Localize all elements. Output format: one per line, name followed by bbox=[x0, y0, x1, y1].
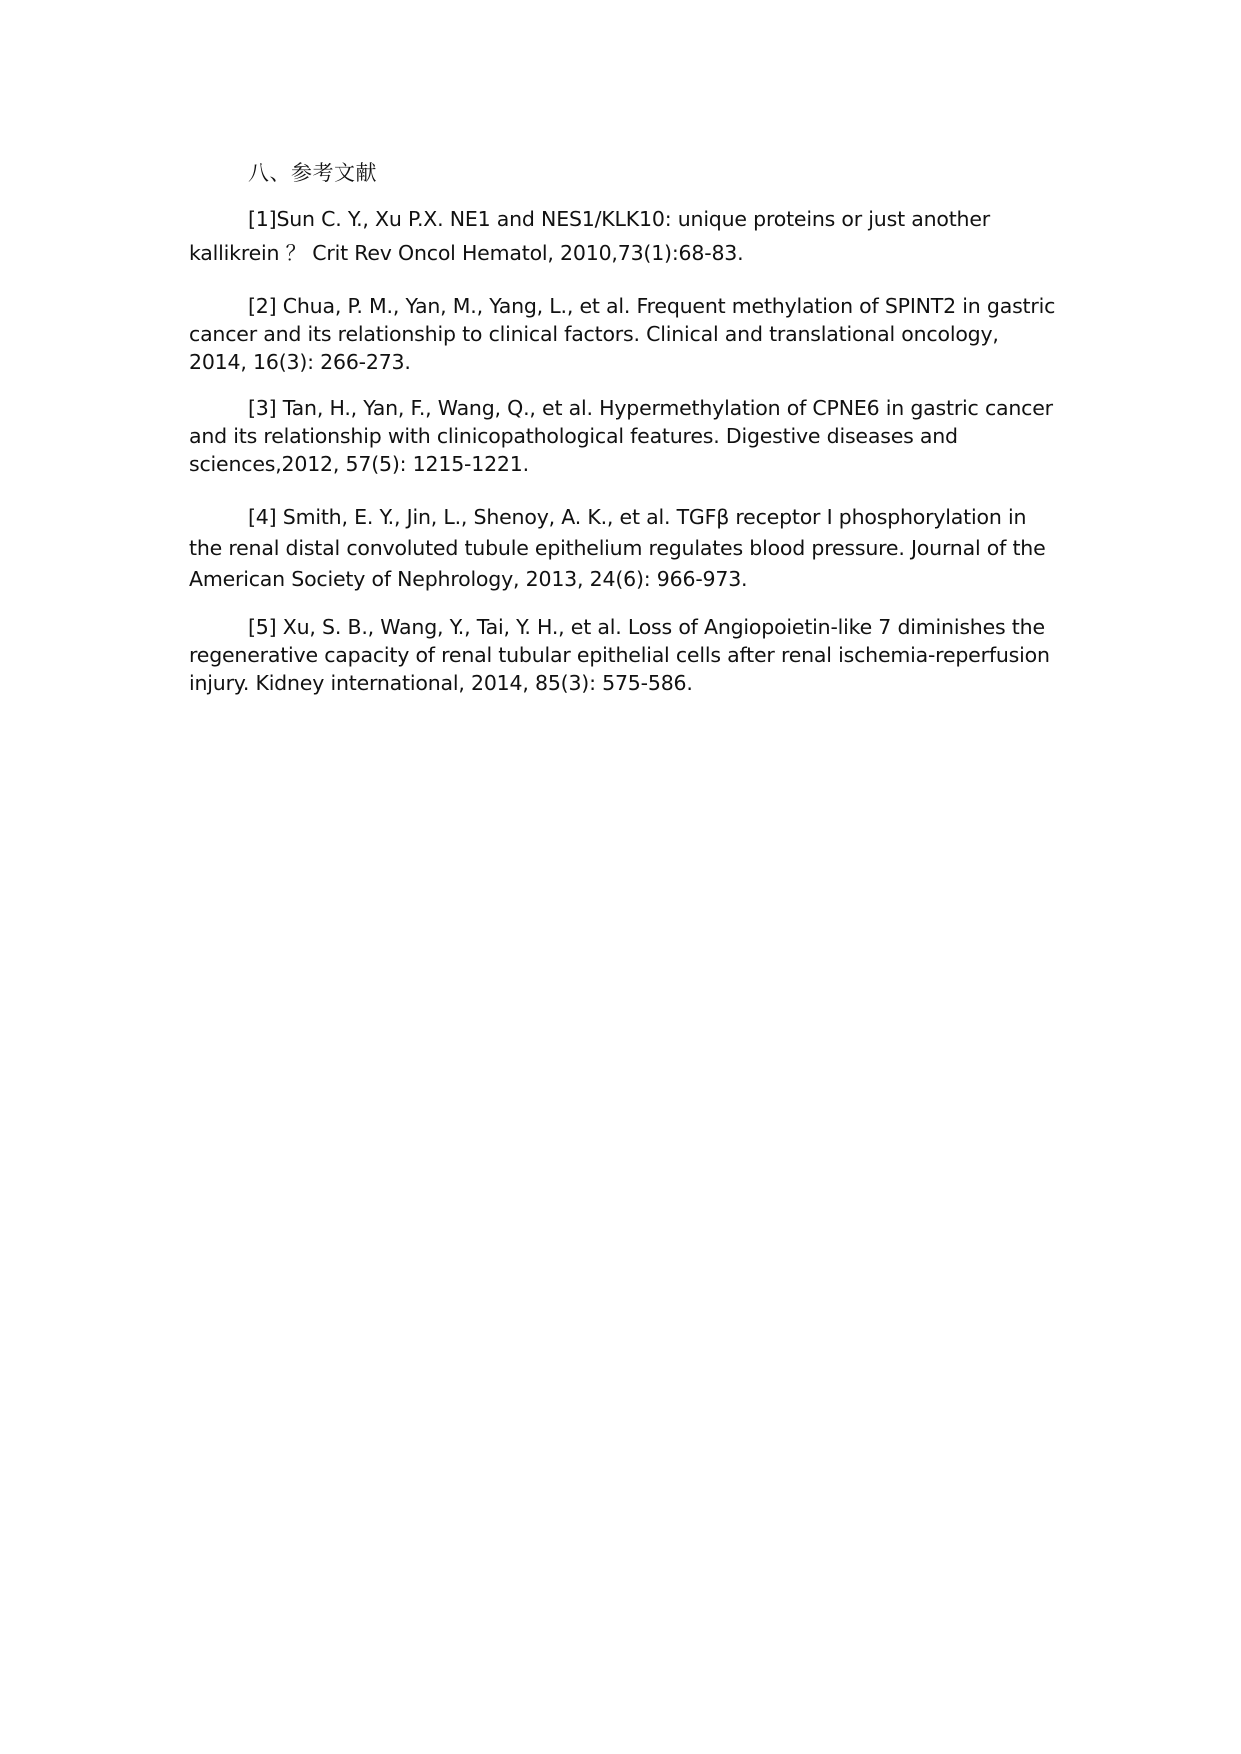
reference-item-4: [4] Smith, E. Y., Jin, L., Shenoy, A. K., et al. TGFβ receptor I phosphorylation in the renal distal convoluted tubule epithelium regulates blood pressure. Journal of the American Society of Nephrology, 2013, 24(6): 966-973. bbox=[189, 505, 1046, 591]
reference-item-3: [3] Tan, H., Yan, F., Wang, Q., et al. Hypermethylation of CPNE6 in gastric cancer and its relationship with clinicopathological features. Digestive diseases and sciences,2012, 57(5): 1215-1221. bbox=[189, 396, 1053, 476]
reference-item-5: [5] Xu, S. B., Wang, Y., Tai, Y. H., et al. Loss of Angiopoietin-like 7 diminishes the regenerative capacity of renal tubular epithelial cells after renal ischemia-reperfusion injury. Kidney international, 2014, 85(3): 575-586. bbox=[189, 615, 1050, 695]
references-section bbox=[189, 158, 1059, 715]
reference-item-1: [1]Sun C. Y., Xu P.X. NE1 and NES1/KLK10: unique proteins or just another kallikrein ？ Crit Rev Oncol Hematol, 2010,73(1):68-83. bbox=[189, 207, 990, 265]
section-heading: 八、参考文献 bbox=[248, 161, 377, 185]
reference-item-2: [2] Chua, P. M., Yan, M., Yang, L., et al. Frequent methylation of SPINT2 in gastric cancer and its relationship to clinical factors. Clinical and translational oncology, 2014, 16(3): 266-273. bbox=[189, 294, 1056, 374]
